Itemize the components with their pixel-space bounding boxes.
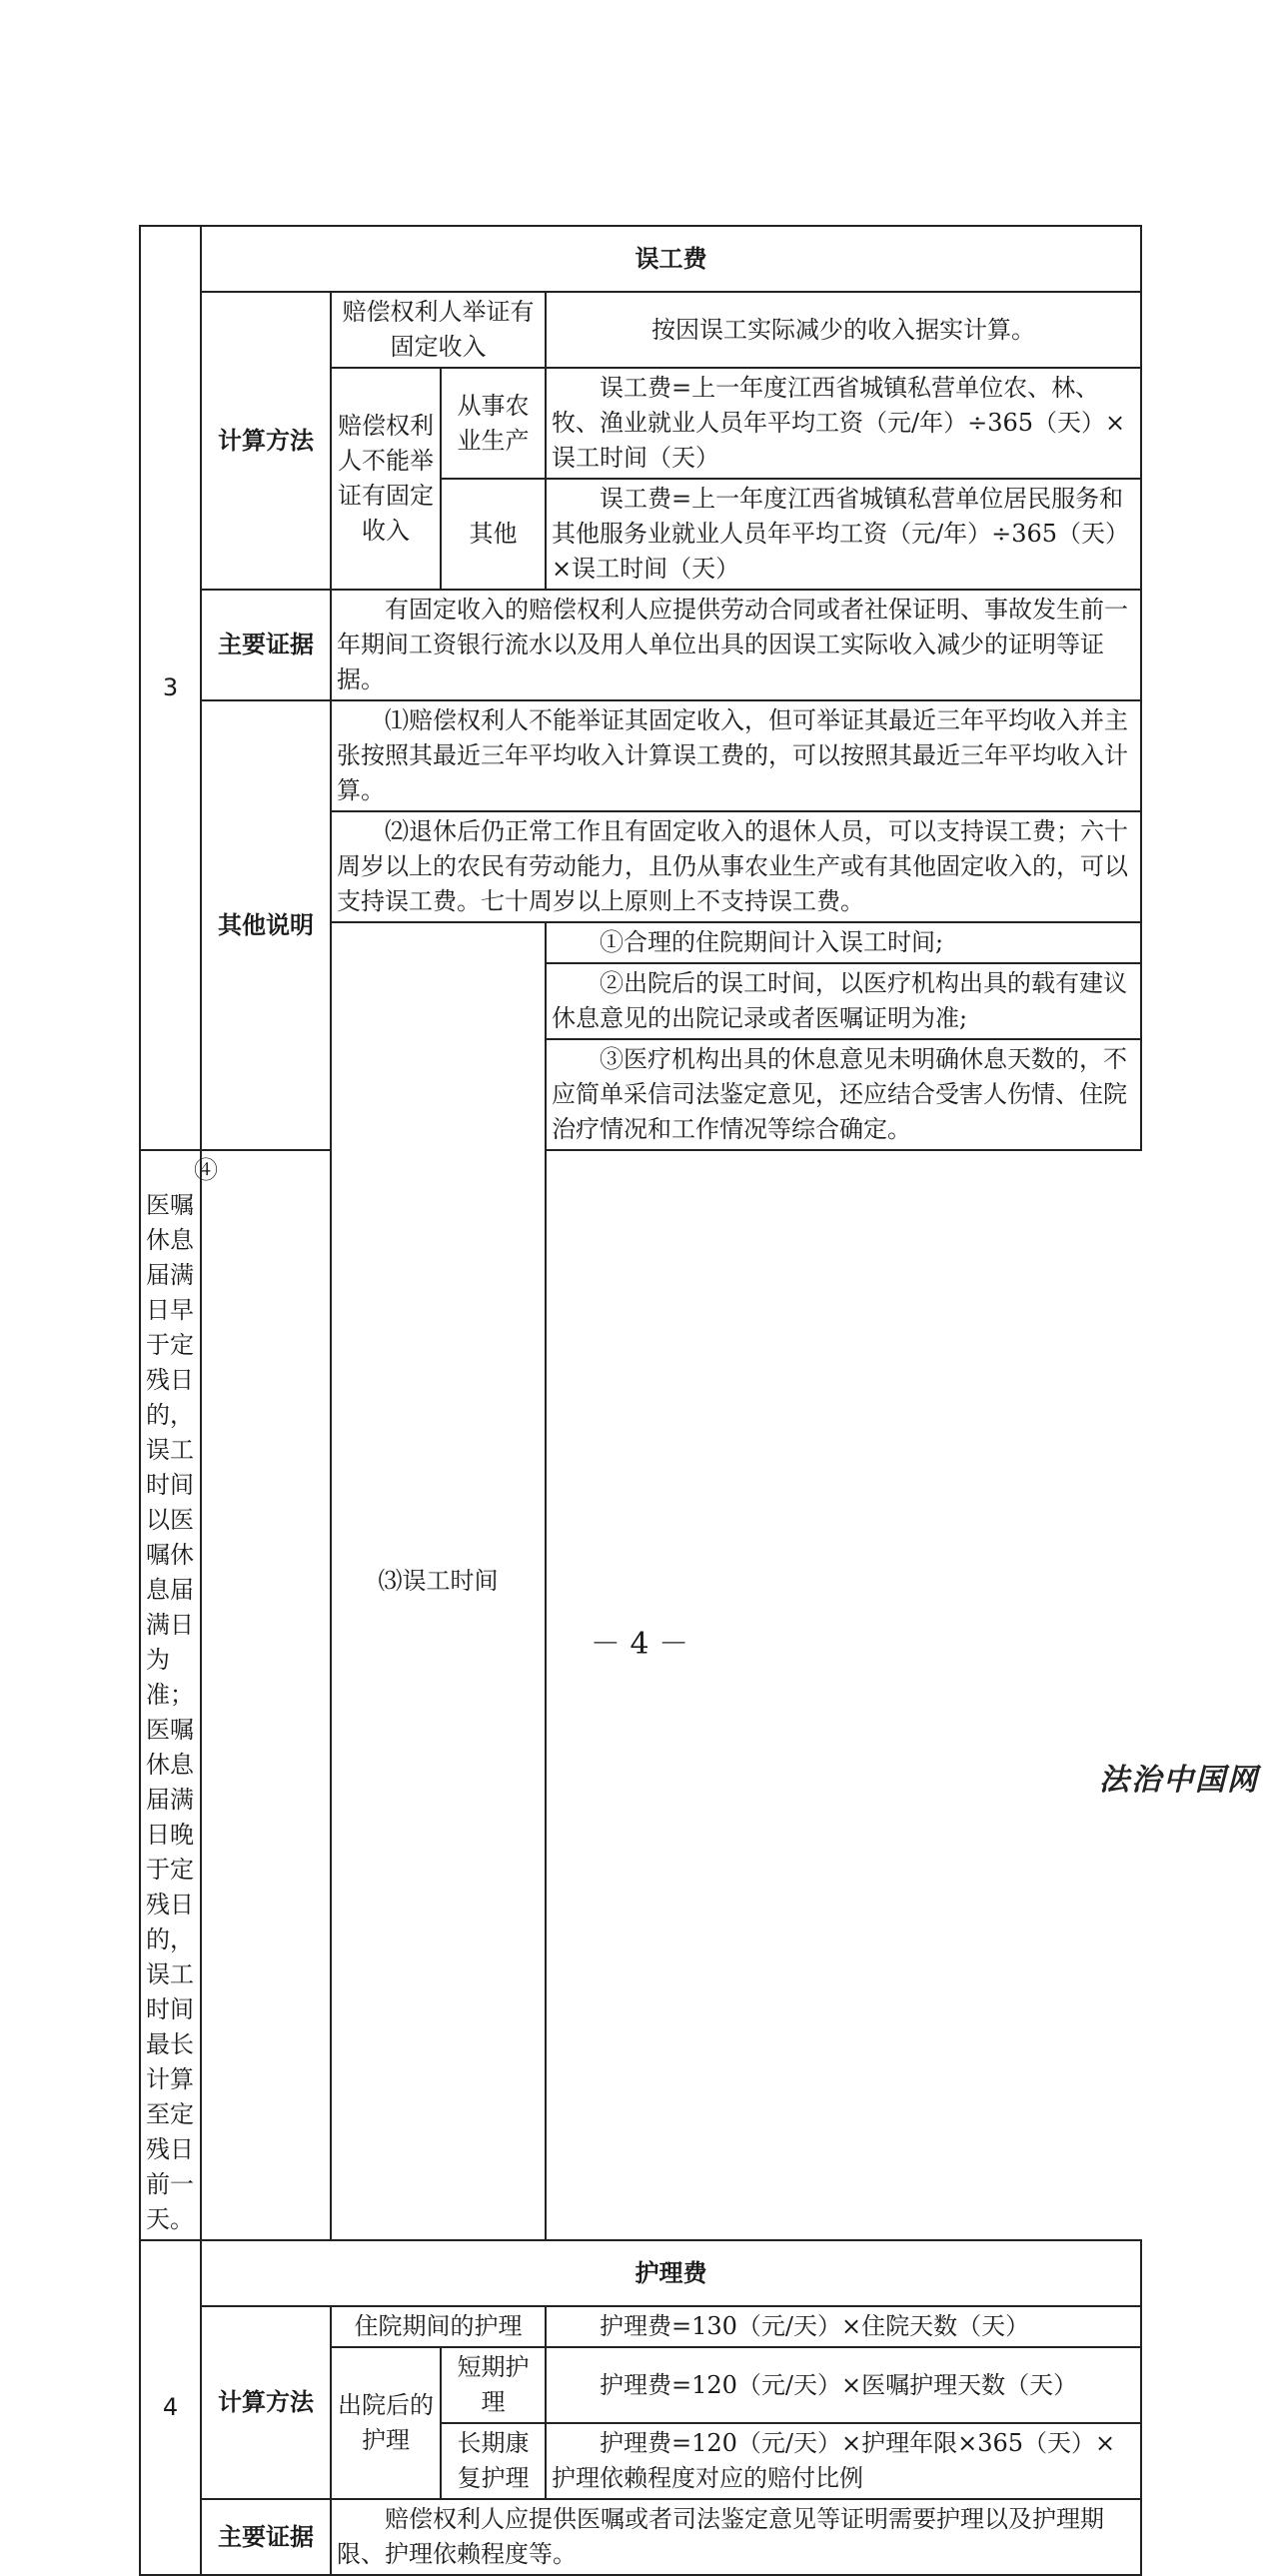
sec4-evidence-text: 赔偿权利人应提供医嘱或者司法鉴定意见等证明需要护理以及护理期限、护理依赖程度等。 [331,2499,1141,2575]
sec4-short-text: 护理费=120（元/天）×医嘱护理天数（天） [546,2347,1141,2423]
sec3-note-3-item: ④医嘱休息届满日早于定残日的，误工时间以医嘱休息届满日为准；医嘱休息届满日晚于定残日的，误工时间最长计算至定残日前一天。 [140,1150,201,2240]
sec4-title: 护理费 [201,2240,1141,2306]
sec4-long-label: 长期康复护理 [441,2423,546,2499]
sec3-note-3-label: ⑶误工时间 [331,922,546,2240]
compensation-table [139,225,1142,2576]
sec3-note-3-item: ②出院后的误工时间，以医疗机构出具的载有建议休息意见的出院记录或者医嘱证明为准; [546,963,1141,1039]
sec4-evidence-label: 主要证据 [201,2499,331,2575]
sec3-no-fixed-label: 赔偿权利人不能举证有固定收入 [331,368,441,590]
sec3-note-2: ⑵退休后仍正常工作且有固定收入的退休人员，可以支持误工费；六十周岁以上的农民有劳动能力，且仍从事农业生产或有其他固定收入的，可以支持误工费。七十周岁以上原则上不支持误工费。 [331,811,1141,922]
sec3-note-3-item: ③医疗机构出具的休息意见未明确休息天数的，不应简单采信司法鉴定意见，还应结合受害人伤情、住院治疗情况和工作情况等综合确定。 [546,1039,1141,1150]
watermark-logo: 法治中国网 [1099,1763,1259,1798]
page-number: － 4 － [590,1627,689,1662]
sec3-other-text: 误工费=上一年度江西省城镇私营单位居民服务和其他服务业就业人员年平均工资（元/年）÷365（天）×误工时间（天） [546,479,1141,590]
sec3-evidence-label: 主要证据 [201,590,331,700]
sec3-notes-label: 其他说明 [201,700,331,1150]
sec3-note-3-item: ①合理的住院期间计入误工时间; [546,922,1141,963]
sec3-agri-label: 从事农业生产 [441,368,546,479]
sec3-evidence-text: 有固定收入的赔偿权利人应提供劳动合同或者社保证明、事故发生前一年期间工资银行流水以及用人单位出具的因误工实际收入减少的证明等证据。 [331,590,1141,700]
sec4-calc-label: 计算方法 [201,2306,331,2499]
sec3-calc-label: 计算方法 [201,292,331,590]
sec3-agri-text: 误工费=上一年度江西省城镇私营单位农、林、牧、渔业就业人员年平均工资（元/年）÷365（天）×误工时间（天） [546,368,1141,479]
sec4-after-label: 出院后的护理 [331,2347,441,2499]
sec4-long-text: 护理费=120（元/天）×护理年限×365（天）×护理依赖程度对应的赔付比例 [546,2423,1141,2499]
sec3-title: 误工费 [201,226,1141,292]
sec3-other-label: 其他 [441,479,546,590]
sec4-number: 4 [140,2240,201,2575]
sec3-fixed-income-label: 赔偿权利人举证有固定收入 [331,292,546,368]
sec3-note-1: ⑴赔偿权利人不能举证其固定收入，但可举证其最近三年平均收入并主张按照其最近三年平均收入计算误工费的，可以按照其最近三年平均收入计算。 [331,700,1141,811]
sec4-hosp-label: 住院期间的护理 [331,2306,546,2347]
sec3-number: 3 [140,226,201,1150]
sec3-fixed-income-text: 按因误工实际减少的收入据实计算。 [546,292,1141,368]
sec4-hosp-text: 护理费=130（元/天）×住院天数（天） [546,2306,1141,2347]
sec4-short-label: 短期护理 [441,2347,546,2423]
